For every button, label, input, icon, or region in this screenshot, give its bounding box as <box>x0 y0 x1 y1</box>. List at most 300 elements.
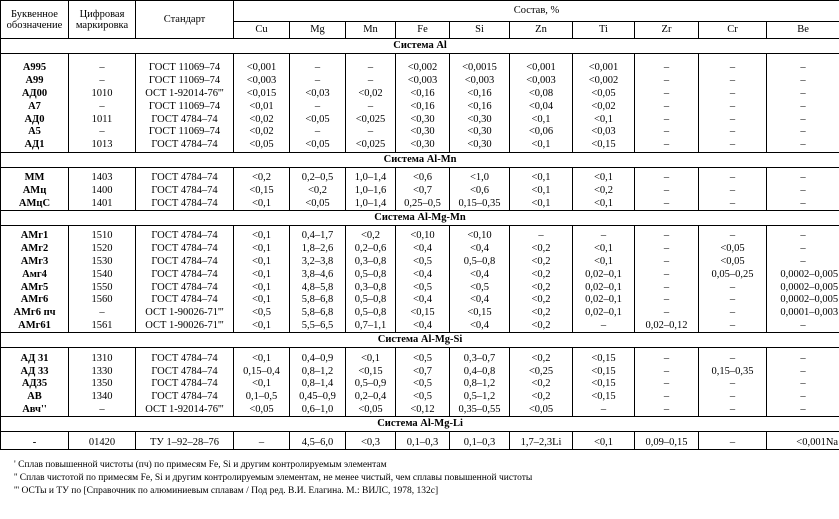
table-row <box>1 184 839 197</box>
value-be: – <box>767 126 839 139</box>
table-row <box>1 365 839 378</box>
alloy-code: АД1 <box>1 139 69 152</box>
standard-cell: ГОСТ 11069–74 <box>136 100 234 113</box>
value-zn: <0,001 <box>510 62 573 75</box>
standard-cell: ГОСТ 4784–74 <box>136 378 234 391</box>
value-mg: <0,05 <box>290 113 346 126</box>
value-fe: <0,003 <box>396 75 450 88</box>
value-fe: <0,16 <box>396 100 450 113</box>
standard-cell: ГОСТ 4784–74 <box>136 197 234 210</box>
value-mn: – <box>346 62 396 75</box>
value-mg: <0,03 <box>290 88 346 101</box>
value-ti: <0,1 <box>573 113 635 126</box>
value-zn: <0,1 <box>510 197 573 210</box>
value-mn: – <box>346 75 396 88</box>
value-be: – <box>767 230 839 243</box>
value-si: 0,15–0,35 <box>450 197 510 210</box>
alloy-code: АД00 <box>1 88 69 101</box>
digital-marking: 1520 <box>69 243 136 256</box>
value-be: – <box>767 243 839 256</box>
table-row <box>1 404 839 417</box>
value-be: <0,001Na <box>767 436 839 449</box>
alloy-code: - <box>1 436 69 449</box>
standard-cell: ГОСТ 4784–74 <box>136 139 234 152</box>
value-be: 0,0002–0,005 <box>767 281 839 294</box>
alloy-code: АМг61 <box>1 320 69 333</box>
value-mg: 0,4–1,7 <box>290 230 346 243</box>
table-row <box>1 88 839 101</box>
system-heading: Система Al-Mg-Si <box>1 333 839 348</box>
value-cu: <0,015 <box>234 88 290 101</box>
value-be: – <box>767 404 839 417</box>
value-ti: <0,1 <box>573 256 635 269</box>
value-fe: <0,30 <box>396 139 450 152</box>
digital-marking: 1560 <box>69 294 136 307</box>
standard-cell: ГОСТ 4784–74 <box>136 256 234 269</box>
table-row <box>1 126 839 139</box>
header-designation: Буквенное обозначение <box>1 1 69 39</box>
value-si: <0,30 <box>450 126 510 139</box>
value-cr: – <box>699 139 767 152</box>
footnote-1: ' Сплав повышенной чистоты (пч) по примесям Fe, Si и другим контролируемым элементам <box>14 460 387 470</box>
value-cu: <0,05 <box>234 139 290 152</box>
digital-marking: 1330 <box>69 365 136 378</box>
value-cr: – <box>699 320 767 333</box>
value-zr: – <box>635 139 699 152</box>
alloy-code: АМг6 <box>1 294 69 307</box>
alloy-code: А7 <box>1 100 69 113</box>
value-zr: 0,02–0,12 <box>635 320 699 333</box>
value-si: <0,0015 <box>450 62 510 75</box>
value-si: 0,1–0,3 <box>450 436 510 449</box>
table-row <box>1 230 839 243</box>
value-fe: <0,4 <box>396 294 450 307</box>
value-si: <0,4 <box>450 243 510 256</box>
value-ti: 0,02–0,1 <box>573 307 635 320</box>
value-mn: 1,0–1,4 <box>346 172 396 185</box>
value-cu: <0,1 <box>234 268 290 281</box>
value-mg: 3,8–4,6 <box>290 268 346 281</box>
value-zn: <0,08 <box>510 88 573 101</box>
table-row <box>1 256 839 269</box>
value-cr: – <box>699 126 767 139</box>
value-cr: – <box>699 294 767 307</box>
value-zr: – <box>635 243 699 256</box>
alloy-code: АМг6 пч <box>1 307 69 320</box>
system-heading: Система Al-Mn <box>1 152 839 167</box>
value-mg: 0,4–0,9 <box>290 352 346 365</box>
footnotes <box>0 459 839 498</box>
footnote-3: ''' ОСТы и ТУ по [Справочник по алюминиевым сплавам / Под ред. В.И. Елагина. М.: ВИЛС, 1978, 132с] <box>14 486 439 496</box>
value-mg: 0,45–0,9 <box>290 391 346 404</box>
digital-marking: 1400 <box>69 184 136 197</box>
digital-marking: 1510 <box>69 230 136 243</box>
value-cu: <0,05 <box>234 404 290 417</box>
digital-marking: 1350 <box>69 378 136 391</box>
system-heading: Система Al-Mg-Mn <box>1 210 839 225</box>
value-cu: <0,5 <box>234 307 290 320</box>
value-zn: <0,04 <box>510 100 573 113</box>
value-si: 0,5–1,2 <box>450 391 510 404</box>
value-cr: – <box>699 88 767 101</box>
value-be: 0,0002–0,005 <box>767 268 839 281</box>
standard-cell: ОСТ 1-90026-71''' <box>136 307 234 320</box>
value-be: – <box>767 62 839 75</box>
value-cr: – <box>699 436 767 449</box>
value-zn: – <box>510 230 573 243</box>
value-ti: <0,1 <box>573 436 635 449</box>
header-element-zr: Zr <box>635 22 699 39</box>
alloy-code: Амг4 <box>1 268 69 281</box>
value-mn: <0,02 <box>346 88 396 101</box>
digital-marking: – <box>69 75 136 88</box>
value-ti: – <box>573 320 635 333</box>
value-zr: – <box>635 256 699 269</box>
value-ti: <0,15 <box>573 378 635 391</box>
value-mn: 0,5–0,9 <box>346 378 396 391</box>
digital-marking: – <box>69 404 136 417</box>
value-cu: – <box>234 436 290 449</box>
standard-cell: ГОСТ 4784–74 <box>136 281 234 294</box>
value-zr: – <box>635 113 699 126</box>
standard-cell: ГОСТ 4784–74 <box>136 230 234 243</box>
value-cr: 0,15–0,35 <box>699 365 767 378</box>
digital-marking: 1550 <box>69 281 136 294</box>
value-fe: <0,5 <box>396 391 450 404</box>
value-mn: 0,5–0,8 <box>346 294 396 307</box>
value-fe: <0,5 <box>396 352 450 365</box>
value-cu: <0,1 <box>234 197 290 210</box>
standard-cell: ГОСТ 4784–74 <box>136 172 234 185</box>
value-zr: – <box>635 294 699 307</box>
value-zr: – <box>635 62 699 75</box>
value-fe: <0,5 <box>396 281 450 294</box>
alloy-code: АД 33 <box>1 365 69 378</box>
table-row <box>1 307 839 320</box>
value-si: 0,35–0,55 <box>450 404 510 417</box>
value-cr: 0,05–0,25 <box>699 268 767 281</box>
value-mn: <0,2 <box>346 230 396 243</box>
standard-cell: ГОСТ 4784–74 <box>136 184 234 197</box>
header-composition: Состав, % <box>234 1 839 22</box>
table-row <box>1 268 839 281</box>
value-ti: – <box>573 404 635 417</box>
value-mg: – <box>290 100 346 113</box>
footnote-2: '' Сплав чистотой по примесям Fe, Si и другим контролируемым элементам, не менее чистый, чем сплавы повышенной чистоты <box>14 473 533 483</box>
value-si: <0,30 <box>450 139 510 152</box>
value-mn: 0,5–0,8 <box>346 268 396 281</box>
alloy-code: АМг3 <box>1 256 69 269</box>
digital-marking: 1013 <box>69 139 136 152</box>
value-si: <1,0 <box>450 172 510 185</box>
value-fe: <0,16 <box>396 88 450 101</box>
standard-cell: ОСТ 1-90026-71''' <box>136 320 234 333</box>
value-zr: – <box>635 75 699 88</box>
value-zr: – <box>635 281 699 294</box>
value-si: <0,5 <box>450 281 510 294</box>
alloy-code: АД 31 <box>1 352 69 365</box>
value-zr: – <box>635 378 699 391</box>
value-cr: – <box>699 172 767 185</box>
value-fe: <0,7 <box>396 365 450 378</box>
value-mn: <0,025 <box>346 113 396 126</box>
value-be: – <box>767 100 839 113</box>
value-cr: – <box>699 352 767 365</box>
value-cr: – <box>699 307 767 320</box>
header-element-be: Be <box>767 22 839 39</box>
value-cr: – <box>699 197 767 210</box>
table-row <box>1 320 839 333</box>
value-mn: <0,05 <box>346 404 396 417</box>
value-cr: <0,05 <box>699 256 767 269</box>
value-mn: 0,2–0,4 <box>346 391 396 404</box>
value-cu: <0,003 <box>234 75 290 88</box>
value-zr: – <box>635 126 699 139</box>
value-si: <0,16 <box>450 88 510 101</box>
value-cu: <0,1 <box>234 243 290 256</box>
value-zr: – <box>635 88 699 101</box>
value-cu: <0,1 <box>234 352 290 365</box>
value-fe: <0,7 <box>396 184 450 197</box>
alloy-code: АМг1 <box>1 230 69 243</box>
digital-marking: – <box>69 100 136 113</box>
value-mg: 0,2–0,5 <box>290 172 346 185</box>
value-cu: 0,15–0,4 <box>234 365 290 378</box>
alloy-code: ММ <box>1 172 69 185</box>
value-mn: – <box>346 100 396 113</box>
value-mg: 4,5–6,0 <box>290 436 346 449</box>
value-be: – <box>767 365 839 378</box>
table-row <box>1 197 839 210</box>
value-be: – <box>767 197 839 210</box>
table-row <box>1 75 839 88</box>
value-be: – <box>767 391 839 404</box>
digital-marking: 01420 <box>69 436 136 449</box>
value-fe: <0,15 <box>396 307 450 320</box>
value-cu: <0,1 <box>234 320 290 333</box>
value-cu: <0,01 <box>234 100 290 113</box>
value-zn: <0,2 <box>510 281 573 294</box>
value-mg: – <box>290 62 346 75</box>
value-si: 0,5–0,8 <box>450 256 510 269</box>
table-row <box>1 391 839 404</box>
value-zn: <0,1 <box>510 172 573 185</box>
value-zr: – <box>635 404 699 417</box>
table-row <box>1 62 839 75</box>
table-row <box>1 294 839 307</box>
value-mn: <0,15 <box>346 365 396 378</box>
value-fe: <0,4 <box>396 268 450 281</box>
value-mg: 0,8–1,2 <box>290 365 346 378</box>
value-mn: 0,7–1,1 <box>346 320 396 333</box>
value-si: 0,3–0,7 <box>450 352 510 365</box>
value-mn: 0,3–0,8 <box>346 281 396 294</box>
value-be: – <box>767 75 839 88</box>
value-cu: <0,001 <box>234 62 290 75</box>
value-be: – <box>767 172 839 185</box>
value-fe: <0,30 <box>396 126 450 139</box>
alloy-code: АМцС <box>1 197 69 210</box>
value-mg: 5,5–6,5 <box>290 320 346 333</box>
header-element-cr: Cr <box>699 22 767 39</box>
value-zr: – <box>635 230 699 243</box>
value-si: <0,16 <box>450 100 510 113</box>
value-ti: – <box>573 230 635 243</box>
value-mg: 0,6–1,0 <box>290 404 346 417</box>
value-zn: <0,1 <box>510 113 573 126</box>
digital-marking: 1340 <box>69 391 136 404</box>
value-be: – <box>767 184 839 197</box>
digital-marking: 1530 <box>69 256 136 269</box>
value-mn: – <box>346 126 396 139</box>
header-element-fe: Fe <box>396 22 450 39</box>
value-mn: 0,5–0,8 <box>346 307 396 320</box>
value-fe: <0,5 <box>396 378 450 391</box>
value-cu: <0,1 <box>234 378 290 391</box>
digital-marking: 1540 <box>69 268 136 281</box>
value-be: – <box>767 378 839 391</box>
standard-cell: ГОСТ 4784–74 <box>136 268 234 281</box>
standard-cell: ГОСТ 11069–74 <box>136 75 234 88</box>
value-mn: <0,025 <box>346 139 396 152</box>
standard-cell: ГОСТ 4784–74 <box>136 391 234 404</box>
header-element-ti: Ti <box>573 22 635 39</box>
standard-cell: ОСТ 1-92014-76''' <box>136 88 234 101</box>
value-cu: <0,1 <box>234 294 290 307</box>
value-mn: 0,2–0,6 <box>346 243 396 256</box>
value-zn: <0,2 <box>510 243 573 256</box>
value-mn: 0,3–0,8 <box>346 256 396 269</box>
value-zn: <0,25 <box>510 365 573 378</box>
value-mn: 1,0–1,4 <box>346 197 396 210</box>
header-element-mg: Mg <box>290 22 346 39</box>
value-fe: 0,25–0,5 <box>396 197 450 210</box>
digital-marking: – <box>69 126 136 139</box>
digital-marking: 1561 <box>69 320 136 333</box>
header-element-zn: Zn <box>510 22 573 39</box>
alloy-code: АВ <box>1 391 69 404</box>
standard-cell: ГОСТ 4784–74 <box>136 352 234 365</box>
value-mg: 3,2–3,8 <box>290 256 346 269</box>
system-heading: Система Al-Mg-Li <box>1 417 839 432</box>
value-fe: 0,1–0,3 <box>396 436 450 449</box>
value-mg: – <box>290 126 346 139</box>
value-ti: <0,05 <box>573 88 635 101</box>
value-cu: <0,02 <box>234 126 290 139</box>
value-zn: <0,003 <box>510 75 573 88</box>
value-mn: <0,3 <box>346 436 396 449</box>
value-zn: <0,2 <box>510 268 573 281</box>
value-mn: <0,1 <box>346 352 396 365</box>
value-cr: – <box>699 100 767 113</box>
digital-marking: – <box>69 307 136 320</box>
value-ti: 0,02–0,1 <box>573 268 635 281</box>
alloy-code: АД0 <box>1 113 69 126</box>
alloy-code: А99 <box>1 75 69 88</box>
value-be: – <box>767 113 839 126</box>
value-zr: – <box>635 184 699 197</box>
value-cr: – <box>699 378 767 391</box>
value-mg: 4,8–5,8 <box>290 281 346 294</box>
value-ti: <0,2 <box>573 184 635 197</box>
value-ti: <0,1 <box>573 243 635 256</box>
value-fe: <0,6 <box>396 172 450 185</box>
table-row <box>1 100 839 113</box>
value-zr: – <box>635 100 699 113</box>
value-zn: <0,1 <box>510 184 573 197</box>
value-cu: <0,15 <box>234 184 290 197</box>
value-si: <0,003 <box>450 75 510 88</box>
value-zr: – <box>635 197 699 210</box>
header-element-si: Si <box>450 22 510 39</box>
value-ti: <0,001 <box>573 62 635 75</box>
value-cr: – <box>699 113 767 126</box>
value-be: 0,0002–0,005 <box>767 294 839 307</box>
value-fe: <0,5 <box>396 256 450 269</box>
value-zn: <0,05 <box>510 404 573 417</box>
value-mg: – <box>290 75 346 88</box>
value-zn: <0,1 <box>510 139 573 152</box>
value-si: <0,6 <box>450 184 510 197</box>
value-ti: <0,15 <box>573 391 635 404</box>
table-row <box>1 352 839 365</box>
value-mg: 5,8–6,8 <box>290 294 346 307</box>
value-zr: – <box>635 268 699 281</box>
standard-cell: ГОСТ 4784–74 <box>136 365 234 378</box>
value-cu: <0,02 <box>234 113 290 126</box>
value-si: 0,4–0,8 <box>450 365 510 378</box>
alloy-code: АМц <box>1 184 69 197</box>
header-element-mn: Mn <box>346 22 396 39</box>
value-ti: <0,1 <box>573 197 635 210</box>
value-cr: – <box>699 391 767 404</box>
standard-cell: ГОСТ 11069–74 <box>136 62 234 75</box>
value-ti: <0,15 <box>573 139 635 152</box>
value-cr: – <box>699 62 767 75</box>
value-be: – <box>767 139 839 152</box>
standard-cell: ГОСТ 11069–74 <box>136 126 234 139</box>
value-ti: <0,02 <box>573 100 635 113</box>
value-mg: 0,8–1,4 <box>290 378 346 391</box>
value-zn: <0,2 <box>510 391 573 404</box>
value-zn: <0,2 <box>510 294 573 307</box>
table-row <box>1 172 839 185</box>
value-fe: <0,002 <box>396 62 450 75</box>
value-zn: <0,2 <box>510 378 573 391</box>
alloy-code: АД35 <box>1 378 69 391</box>
digital-marking: 1310 <box>69 352 136 365</box>
alloy-code: А5 <box>1 126 69 139</box>
digital-marking: 1401 <box>69 197 136 210</box>
value-si: <0,30 <box>450 113 510 126</box>
value-cr: – <box>699 184 767 197</box>
value-be: – <box>767 352 839 365</box>
value-fe: <0,4 <box>396 320 450 333</box>
value-mg: 1,8–2,6 <box>290 243 346 256</box>
value-si: <0,10 <box>450 230 510 243</box>
value-fe: <0,4 <box>396 243 450 256</box>
alloy-code: Авч'' <box>1 404 69 417</box>
value-mg: 5,8–6,8 <box>290 307 346 320</box>
table-row <box>1 243 839 256</box>
standard-cell: ГОСТ 4784–74 <box>136 294 234 307</box>
value-si: 0,8–1,2 <box>450 378 510 391</box>
table-row <box>1 378 839 391</box>
value-cr: – <box>699 404 767 417</box>
value-si: <0,4 <box>450 268 510 281</box>
value-zn: 1,7–2,3Li <box>510 436 573 449</box>
value-ti: <0,1 <box>573 172 635 185</box>
